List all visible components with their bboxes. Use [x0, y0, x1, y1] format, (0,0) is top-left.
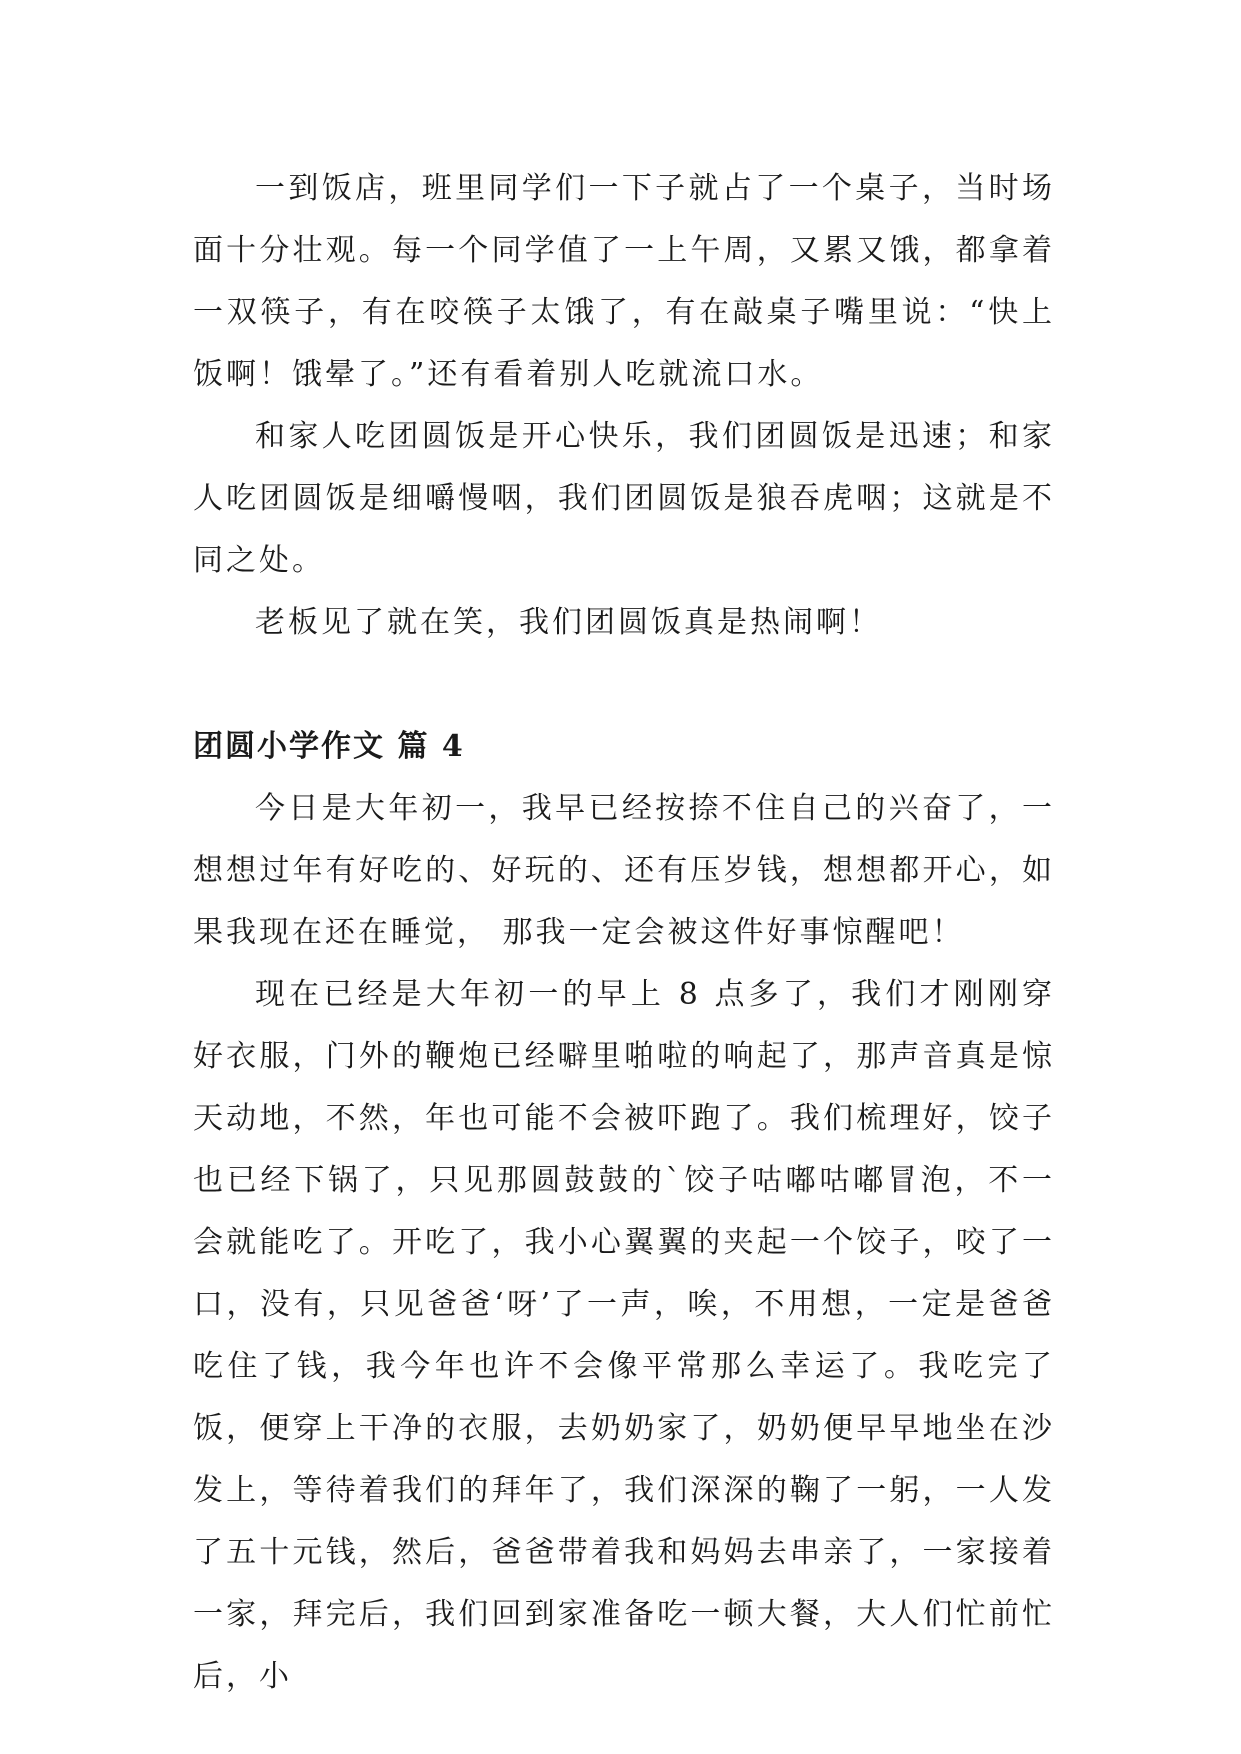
paragraph: 今日是大年初一，我早已经按捺不住自己的兴奋了，一想想过年有好吃的、好玩的、还有压岁钱，想想都开心，如果我现在还在睡觉， 那我一定会被这件好事惊醒吧！: [193, 791, 1055, 950]
paragraph: 老板见了就在笑，我们团圆饭真是热闹啊！: [255, 605, 882, 640]
paragraph: 和家人吃团圆饭是开心快乐，我们团圆饭是迅速；和家人吃团圆饭是细嚼慢咽，我们团圆饭是狼吞虎咽；这就是不同之处。: [193, 419, 1055, 578]
document-page: [193, 158, 1055, 1708]
paragraph: 一到饭店，班里同学们一下子就占了一个桌子，当时场面十分壮观。每一个同学值了一上午周，又累又饿，都拿着一双筷子，有在咬筷子太饿了，有在敲桌子嘴里说：“快上饭啊！饿晕了。”还有看着别人吃就流口水。: [193, 171, 1055, 392]
paragraph: 现在已经是大年初一的早上 8 点多了，我们才刚刚穿好衣服，门外的鞭炮已经噼里啪啦的响起了，那声音真是惊天动地，不然，年也可能不会被吓跑了。我们梳理好，饺子也已经下锅了，只见那圆鼓鼓的`饺子咕嘟咕嘟冒泡，不一会就能吃了。开吃了，我小心翼翼的夹起一个饺子，咬了一口，没有，只见爸爸‘呀’了一声，唉，不用想，一定是爸爸吃住了钱，我今年也许不会像平常那么幸运了。我吃完了饭，便穿上干净的衣服，去奶奶家了，奶奶便早早地坐在沙发上，等待着我们的拜年了，我们深深的鞠了一躬，一人发了五十元钱，然后，爸爸带着我和妈妈去串亲了，一家接着一家，拜完后，我们回到家准备吃一顿大餐，大人们忙前忙后，小: [193, 977, 1055, 1694]
section-title: 团圆小学作文 篇 4: [193, 729, 465, 764]
